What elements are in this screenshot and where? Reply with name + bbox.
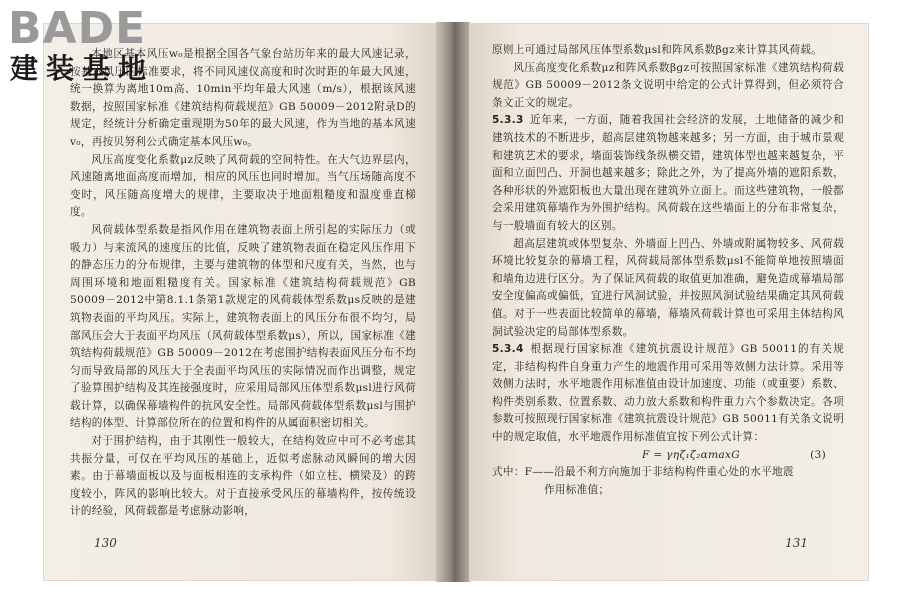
section-text: 根据现行国家标准《建筑抗震设计规范》GB 50011的有关规定，非结构构件自身重力产生的地震作用可采用等效侧力法计算。采用等效侧力法时，水平地震作用标准值由设计加速度、功能（或重要）系数、构件类别系数、位置系数、动力放大系数和构件重力六个参数决定。各项参数可按照现行国家标准《建筑抗震设计规范》GB 50011有关条文说明中的规定取值，水平地震作用标准值宜按下列公式计算： — [492, 343, 844, 444]
section-5-3-4 — [492, 341, 844, 447]
formula — [492, 447, 844, 465]
definition-prefix: 式中：F—— — [492, 466, 555, 479]
right-page — [470, 24, 868, 580]
left-page-text — [70, 46, 416, 521]
section-text: 近年来，一方面，随着我国社会经济的发展，土地储备的减少和建筑技术的不断进步，超高层建筑物越来越多；另一方面，由于城市景观和建筑艺术的要求，墙面装饰线条纵横交错，建筑体型也越来越复杂，平面和立面凹凸、开洞也越来越多；除此之外，为了提高外墙的遮阳系数，各种形状的外遮阳板也大量出现在建筑外立面上。而这些建筑物，一般都会采用建筑幕墙作为外围护结构。风荷载在这些墙面上的分布非常复杂，与一般墙面有较大的区别。 — [492, 114, 844, 232]
logo-subtitle: 建装基地 — [10, 52, 155, 85]
section-5-3-3 — [492, 112, 844, 235]
formula-expression: F = γηζ₁ζ₂αmaxG — [642, 448, 741, 461]
page-number-right: 131 — [785, 536, 808, 550]
paragraph-height-gust-factor: 风压高度变化系数μz和阵风系数βgz可按照国家标准《建筑结构荷载规范》GB 50009－2012条文说明中给定的公式计算得到，但必须符合条文正文的规定。 — [492, 61, 844, 109]
definition-line-2: 作用标准值； — [544, 483, 610, 496]
book-gutter — [436, 22, 470, 582]
paragraph-envelope: 对于围护结构，由于其刚性一般较大，在结构效应中可不必考虑其共振分量，可仅在平均风压的基础上，近似考虑脉动风瞬间的增大因素。由于幕墙面板以及与面板相连的支承构件（如立柱、横梁及）的跨度较小，阵风的影响比较大。对于直接承受风压的幕墙构件，按传统设计的经验，风荷载都是考虑脉动影响， — [70, 435, 416, 518]
paragraph-height-factor: 风压高度变化系数μz反映了风荷载的空间特性。在大气边界层内，风速随离地面高度而增加，相应的风压也同时增加。当气压场随高度不变时，风压随高度增大的规律，主要取决于地面粗糙度和温度垂直梯度。 — [70, 153, 416, 219]
section-number: 5.3.4 — [492, 343, 524, 356]
left-page — [44, 24, 436, 580]
paragraph-continued: 原则上可通过局部风压体型系数μsl和阵风系数βgz来计算其风荷载。 — [492, 44, 823, 56]
definition-line-1: 沿最不利方向施加于非结构构件重心处的水平地震 — [554, 466, 794, 479]
formula-definition — [492, 464, 844, 499]
paragraph-basic-wind-pressure: 本地区基本风压w₀是根据全国各气象台站历年来的最大风速记录，按基本风压的标准要求，将不同风速仪高度和时次时距的年最大风速，统一换算为离地10m高、10min平均年最大风速（m/s），根据该风速数据，按照国家标准《建筑结构荷载规范》GB 50009－2012附录D的规定，经统计分析确定重现期为50年的最大风速，作为当地的基本风速v₀，再按贝努利公式确定基本风压w₀。 — [70, 48, 416, 148]
paragraph-special-cases: 超高层建筑或体型复杂、外墙面上凹凸、外墙或附属物较多、风荷载环境比较复杂的幕墙工程，风荷载局部体型系数μsl不能简单地按照墙面和墙角边进行区分。为了保证风荷载的取值更加准确，避免造成幕墙局部安全度偏高或偏低，宜进行风洞试验，并按照风洞试验结果确定其风荷载值。对于一些表面比较简单的幕墙，幕墙风荷载计算也可采用主体结构风洞试验决定的局部体型系数。 — [492, 237, 844, 338]
paragraph-shape-coefficient: 风荷载体型系数是指风作用在建筑物表面上所引起的实际压力（或吸力）与来流风的速度压的比值，反映了建筑物表面在稳定风压作用下的静态压力的分布规律，主要与建筑物的体型和尺度有关，当然，也与周围环境和地面粗糙度有关。国家标准《建筑结构荷载规范》GB 50009－2012中第8.1.1条第1款规定的风荷载体型系数μs反映的是建筑物表面的平均风压。实际上，建筑物表面上的风压分布很不均匀，局部风压会大于表面平均风压（风荷载体型系数μs），所以，国家标准《建筑结构荷载规范》GB 50009－2012在考虑围护结构表面风压分布不均匀而导致局部的风压大于全表面平均风压的实际情况而作出调整，规定了验算围护结构及其连接强度时，应采用局部风压体型系数μsl进行风荷载计算，以确保幕墙构件的抗风安全性。局部风荷载体型系数μsl与围护结构的体型、计算部位所在的位置和构件的从属面积密切相关。 — [70, 223, 416, 430]
page-number-left: 130 — [94, 536, 117, 550]
bade-logo — [8, 3, 176, 90]
right-page-text — [492, 42, 844, 499]
logo-wordmark: BADE — [8, 3, 147, 54]
formula-number: (3) — [810, 448, 826, 461]
section-number: 5.3.3 — [492, 114, 524, 127]
